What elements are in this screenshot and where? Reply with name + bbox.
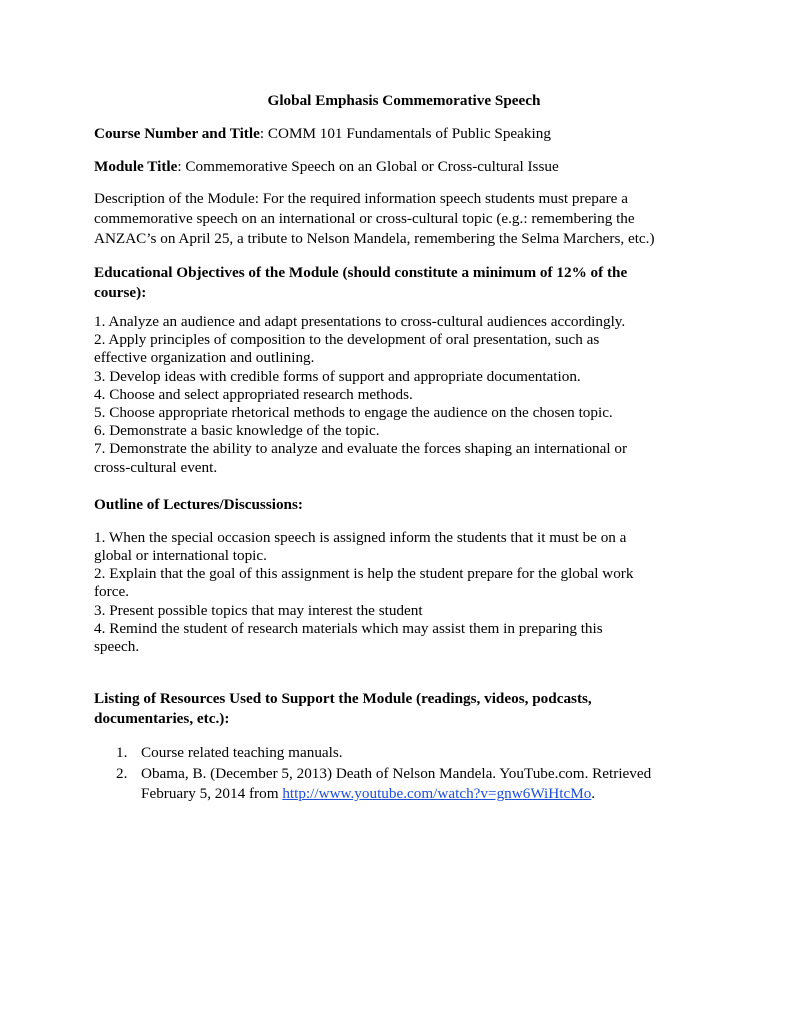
outline-line: 2. Explain that the goal of this assignment is help the student prepare for the global work [94,565,634,583]
outline-line: 1. When the special occasion speech is assigned inform the students that it must be on a [94,528,627,546]
document-title: Global Emphasis Commemorative Speech [267,92,541,109]
objective-line: 6. Demonstrate a basic knowledge of the topic. [94,422,380,440]
objectives-heading [94,263,714,303]
module-label: Module Title [94,158,178,175]
resources-heading-line: Listing of Resources Used to Support the Module (readings, videos, podcasts, [94,690,592,708]
resources-heading-line: documentaries, etc.): [94,710,230,728]
course-value: : COMM 101 Fundamentals of Public Speaking [259,125,551,142]
resources-list [94,743,714,805]
module-description [94,189,714,249]
youtube-link[interactable]: http://www.youtube.com/watch?v=gnw6WiHtcMo [282,785,592,803]
description-line: commemorative speech on an international or cross-cultural topic (e.g.: remembering the [94,210,635,227]
objective-line: 2. Apply principles of composition to the development of oral presentation, such as [94,331,600,349]
outline-list [94,529,714,656]
outline-line: 3. Present possible topics that may interest the student [94,601,423,619]
module-line [94,158,714,176]
resource-number: 2. [116,764,128,782]
description-line: ANZAC’s on April 25, a tribute to Nelson Mandela, remembering the Selma Marchers, etc.) [94,230,655,247]
resource-text-continued [141,784,714,805]
outline-line: 4. Remind the student of research materials which may assist them in preparing this [94,619,603,637]
objective-line: 3. Develop ideas with credible forms of support and appropriate documentation. [94,367,581,385]
objectives-list [94,313,714,477]
resource-text: Obama, B. (December 5, 2013) Death of Nelson Mandela. YouTube.com. Retrieved [141,764,652,782]
resource-item [94,743,714,764]
objective-line: 7. Demonstrate the ability to analyze and evaluate the forces shaping an international or [94,440,628,458]
outline-line: speech. [94,638,140,656]
resource-text: Course related teaching manuals. [141,744,343,762]
objective-line: effective organization and outlining. [94,349,315,367]
course-line [94,125,714,143]
resource-item [94,764,714,805]
resources-heading [94,689,714,729]
objective-line: 5. Choose appropriate rhetorical methods to engage the audience on the chosen topic. [94,404,613,422]
objective-line: cross-cultural event. [94,458,218,476]
objectives-heading-line: course): [94,284,147,301]
outline-line: global or international topic. [94,547,267,565]
module-value: : Commemorative Speech on an Global or Cross-cultural Issue [177,158,559,175]
resource-number: 1. [116,744,128,762]
objectives-heading-line: Educational Objectives of the Module (should constitute a minimum of 12% of the [94,264,628,281]
document-page [94,92,714,805]
outline-line: force. [94,583,129,601]
objective-line: 4. Choose and select appropriated research methods. [94,385,413,403]
course-label: Course Number and Title [94,125,260,142]
objective-line: 1. Analyze an audience and adapt presentations to cross-cultural audiences accordingly. [94,313,626,330]
outline-heading: Outline of Lectures/Discussions: [94,495,303,513]
description-line: Description of the Module: For the required information speech students must prepare a [94,190,628,207]
resource-retrieved-prefix: February 5, 2014 from [141,785,283,803]
resource-retrieved-suffix: . [591,785,596,803]
